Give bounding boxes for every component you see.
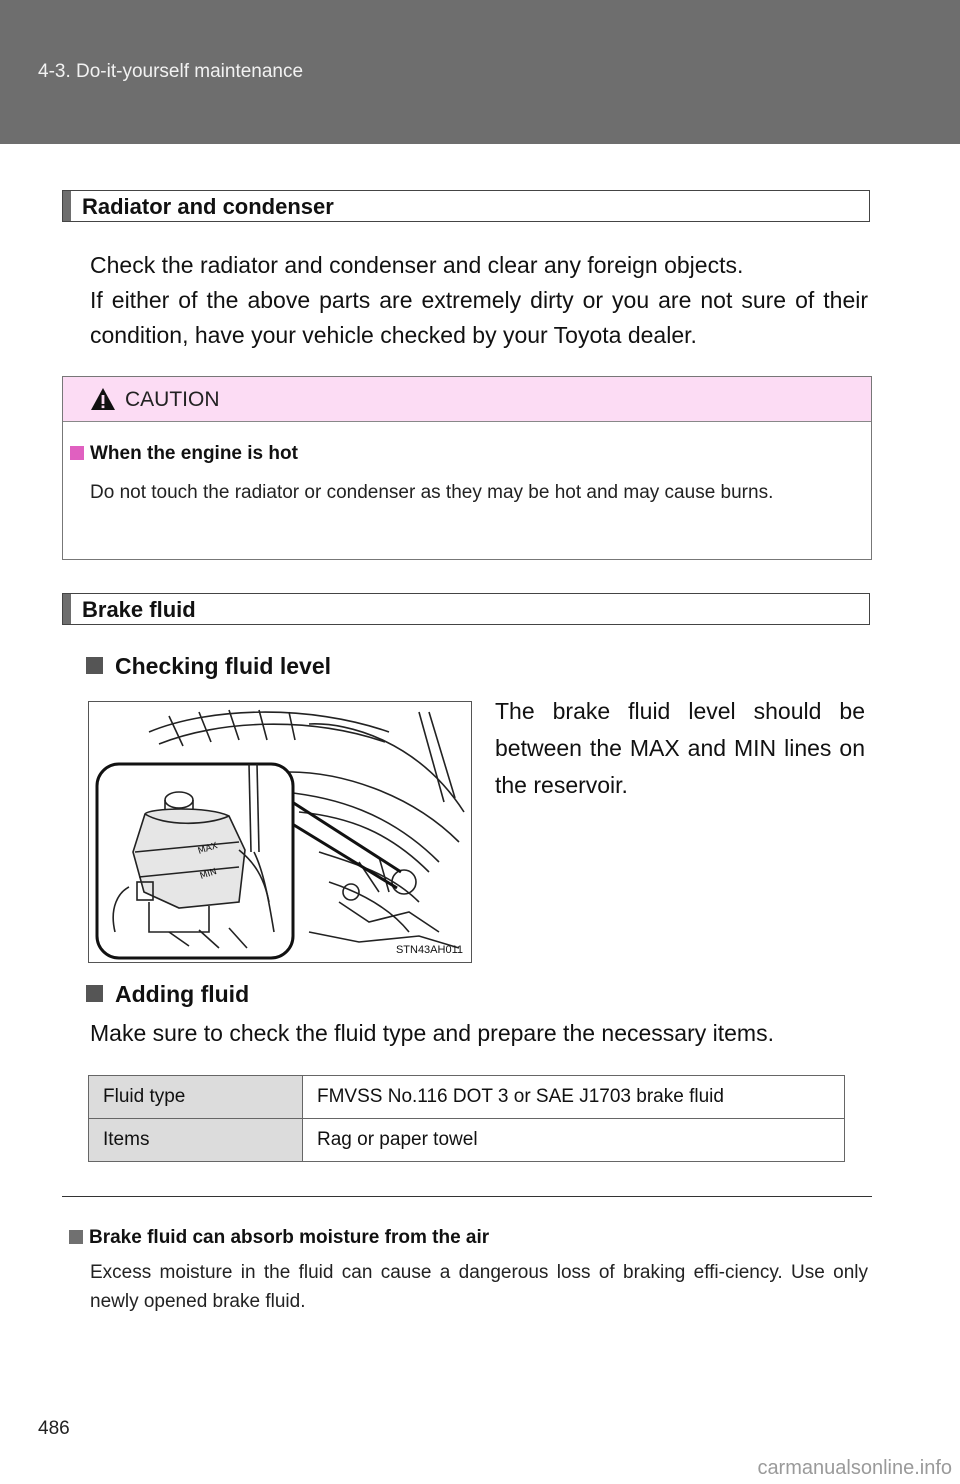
- table-row: [89, 1076, 845, 1119]
- checking-heading: [86, 653, 331, 680]
- table-row: [89, 1119, 845, 1162]
- section-title-text: Radiator and condenser: [82, 194, 334, 219]
- section-title-bar: [63, 191, 71, 221]
- fluid-spec-table: [88, 1075, 845, 1162]
- adding-text: Make sure to check the fluid type and prepare the necessary items.: [90, 1020, 774, 1046]
- section-title-bar: [63, 594, 71, 624]
- gray-square-bullet-icon: [69, 1230, 83, 1244]
- note-heading: [69, 1227, 489, 1249]
- caution-heading: [70, 443, 298, 465]
- checking-heading-text: Checking fluid level: [115, 653, 331, 679]
- brake-reservoir-figure: [88, 701, 472, 963]
- pink-square-bullet-icon: [70, 446, 84, 460]
- checking-text: The brake fluid level should be between the MAX and MIN lines on the reservoir.: [495, 698, 865, 798]
- table-key: Fluid type: [89, 1076, 303, 1119]
- radiator-line-2: If either of the above parts are extremely dirty or you are not sure of their condition, have your vehicle checked by your Toyota dealer.: [90, 287, 868, 348]
- caution-text: Do not touch the radiator or condenser as they may be hot and may cause burns.: [90, 482, 774, 503]
- caution-header: [63, 377, 871, 422]
- caution-label: CAUTION: [125, 388, 220, 411]
- warning-triangle-icon: [90, 387, 116, 411]
- adding-heading-text: Adding fluid: [115, 981, 250, 1007]
- caution-box: [62, 376, 872, 560]
- breadcrumb: 4-3. Do-it-yourself maintenance: [38, 61, 304, 82]
- note-text: Excess moisture in the fluid can cause a dangerous loss of braking effi-ciency. Use only newly opened brake fluid.: [90, 1262, 868, 1312]
- radiator-line-1: Check the radiator and condenser and clear any foreign objects.: [90, 252, 744, 278]
- table-value: FMVSS No.116 DOT 3 or SAE J1703 brake fluid: [303, 1076, 845, 1119]
- page-number: 486: [38, 1418, 70, 1439]
- square-bullet-icon: [86, 657, 103, 674]
- section-title-radiator: [62, 190, 870, 222]
- max-mark-label: MAX: [196, 841, 220, 857]
- section-title-brake: [62, 593, 870, 625]
- square-bullet-icon: [86, 985, 103, 1002]
- section-title-text: Brake fluid: [82, 597, 196, 622]
- divider: [62, 1196, 872, 1197]
- min-mark-label: MIN: [198, 867, 219, 882]
- table-value: Rag or paper towel: [303, 1119, 845, 1162]
- caution-heading-text: When the engine is hot: [90, 443, 298, 464]
- page-header: [0, 0, 960, 144]
- table-key: Items: [89, 1119, 303, 1162]
- figure-code: STN43AH011: [395, 944, 463, 956]
- watermark: carmanualsonline.info: [757, 1457, 952, 1479]
- adding-heading: [86, 981, 249, 1008]
- note-heading-text: Brake fluid can absorb moisture from the air: [89, 1227, 490, 1248]
- engine-bay-illustration-icon: [89, 702, 472, 963]
